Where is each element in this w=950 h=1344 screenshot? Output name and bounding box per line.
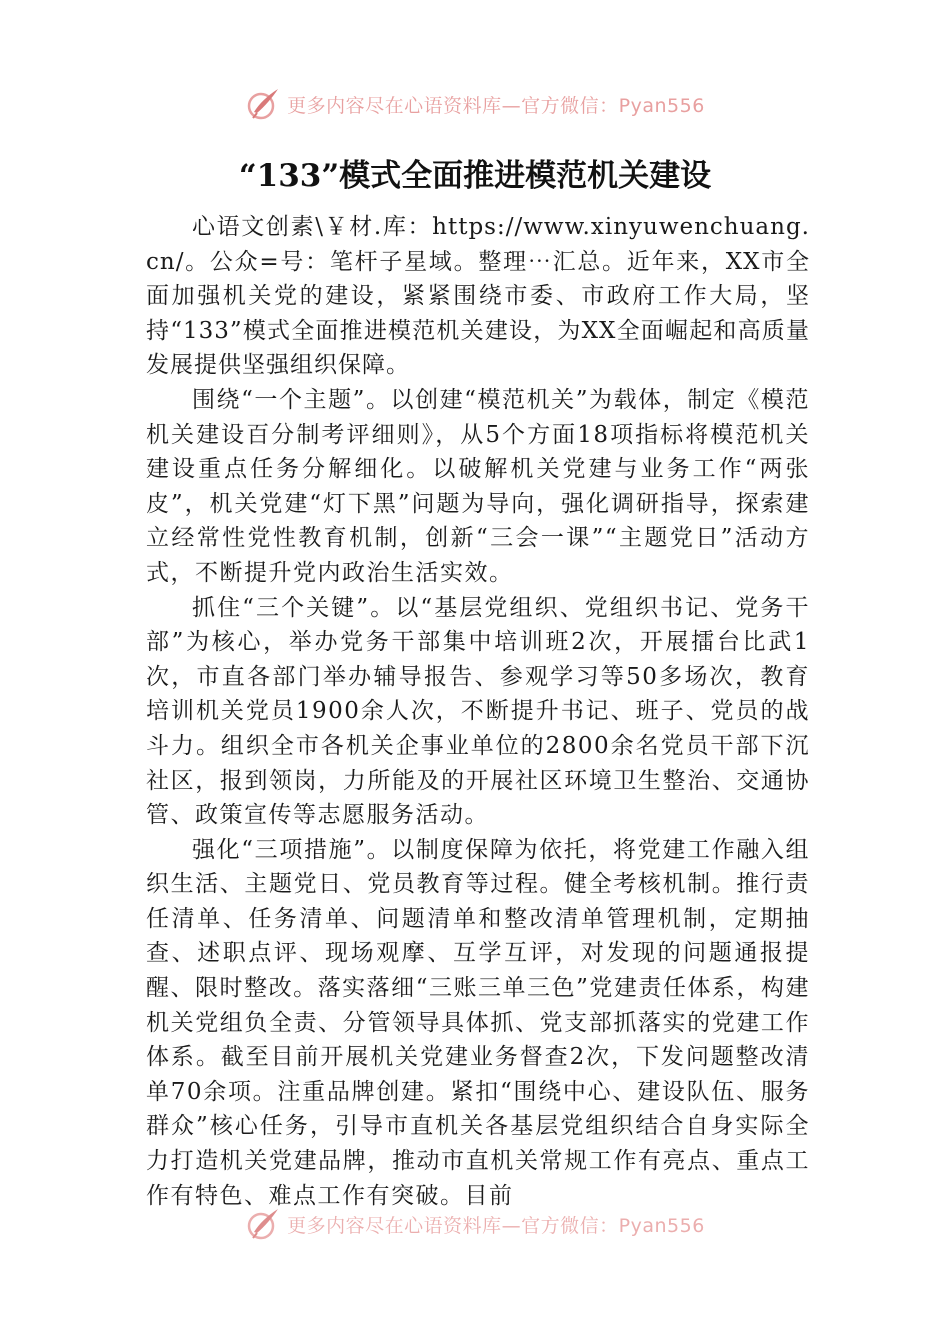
paragraph-three-keys: 抓住“三个关键”。以“基层党组织、党组织书记、党务干部”为核心，举办党务干部集中培训班2次，开展擂台比武1次，市直各部门举办辅导报告、参观学习等50多场次，教育培训机关党员1900余人次，不断提升书记、班子、党员的战斗力。组织全市各机关企事业单位的2800余名党员干部下沉社区，报到领岗，力所能及的开展社区环境卫生整治、交通协管、政策宣传等志愿服务活动。	[146, 594, 810, 829]
paragraph-one-theme: 围绕“一个主题”。以创建“模范机关”为载体，制定《模范机关建设百分制考评细则》，从5个方面18项指标将模范机关建设重点任务分解细化。以破解机关党建与业务工作“两张皮”，机关党建“灯下黑”问题为导向，强化调研指导，探索建立经常性党性教育机制，创新“三会一课”“主题党日”活动方式，不断提升党内政治生活实效。	[146, 386, 810, 586]
document-body	[146, 210, 810, 1213]
watermark-header	[0, 84, 950, 124]
paragraph-three-measures: 强化“三项措施”。以制度保障为依托，将党建工作融入组织生活、主题党日、党员教育等过程。健全考核机制。推行责任清单、任务清单、问题清单和整改清单管理机制，定期抽查、述职点评、现场观摩、互学互评，对发现的问题通报提醒、限时整改。落实落细“三账三单三色”党建责任体系，构建机关党组负全责、分管领导具体抓、党支部抓落实的党建工作体系。截至目前开展机关党建业务督查2次，下发问题整改清单70余项。注重品牌创建。紧扣“围绕中心、建设队伍、服务群众”核心任务，引导市直机关各基层党组织结合自身实际全力打造机关党建品牌，推动市直机关常规工作有亮点、重点工作有特色、难点工作有突破。目前	[146, 836, 810, 1209]
quill-logo-icon	[245, 86, 281, 122]
quill-logo-icon	[245, 1206, 281, 1242]
watermark-footer	[0, 1204, 950, 1244]
watermark-text: 更多内容尽在心语资料库—官方微信：Pyan556	[287, 94, 705, 117]
document-title: “133”模式全面推进模范机关建设	[238, 158, 712, 194]
watermark-text: 更多内容尽在心语资料库—官方微信：Pyan556	[287, 1214, 705, 1237]
paragraph-intro: 心语文创素\￥材.库：https://www.xinyuwenchuang.cn/。公众=号：笔杆子星域。整理⋯汇总。近年来，XX市全面加强机关党的建设，紧紧围绕市委、市政府工作大局，坚持“133”模式全面推进模范机关建设，为XX全面崛起和高质量发展提供坚强组织保障。	[146, 214, 810, 379]
